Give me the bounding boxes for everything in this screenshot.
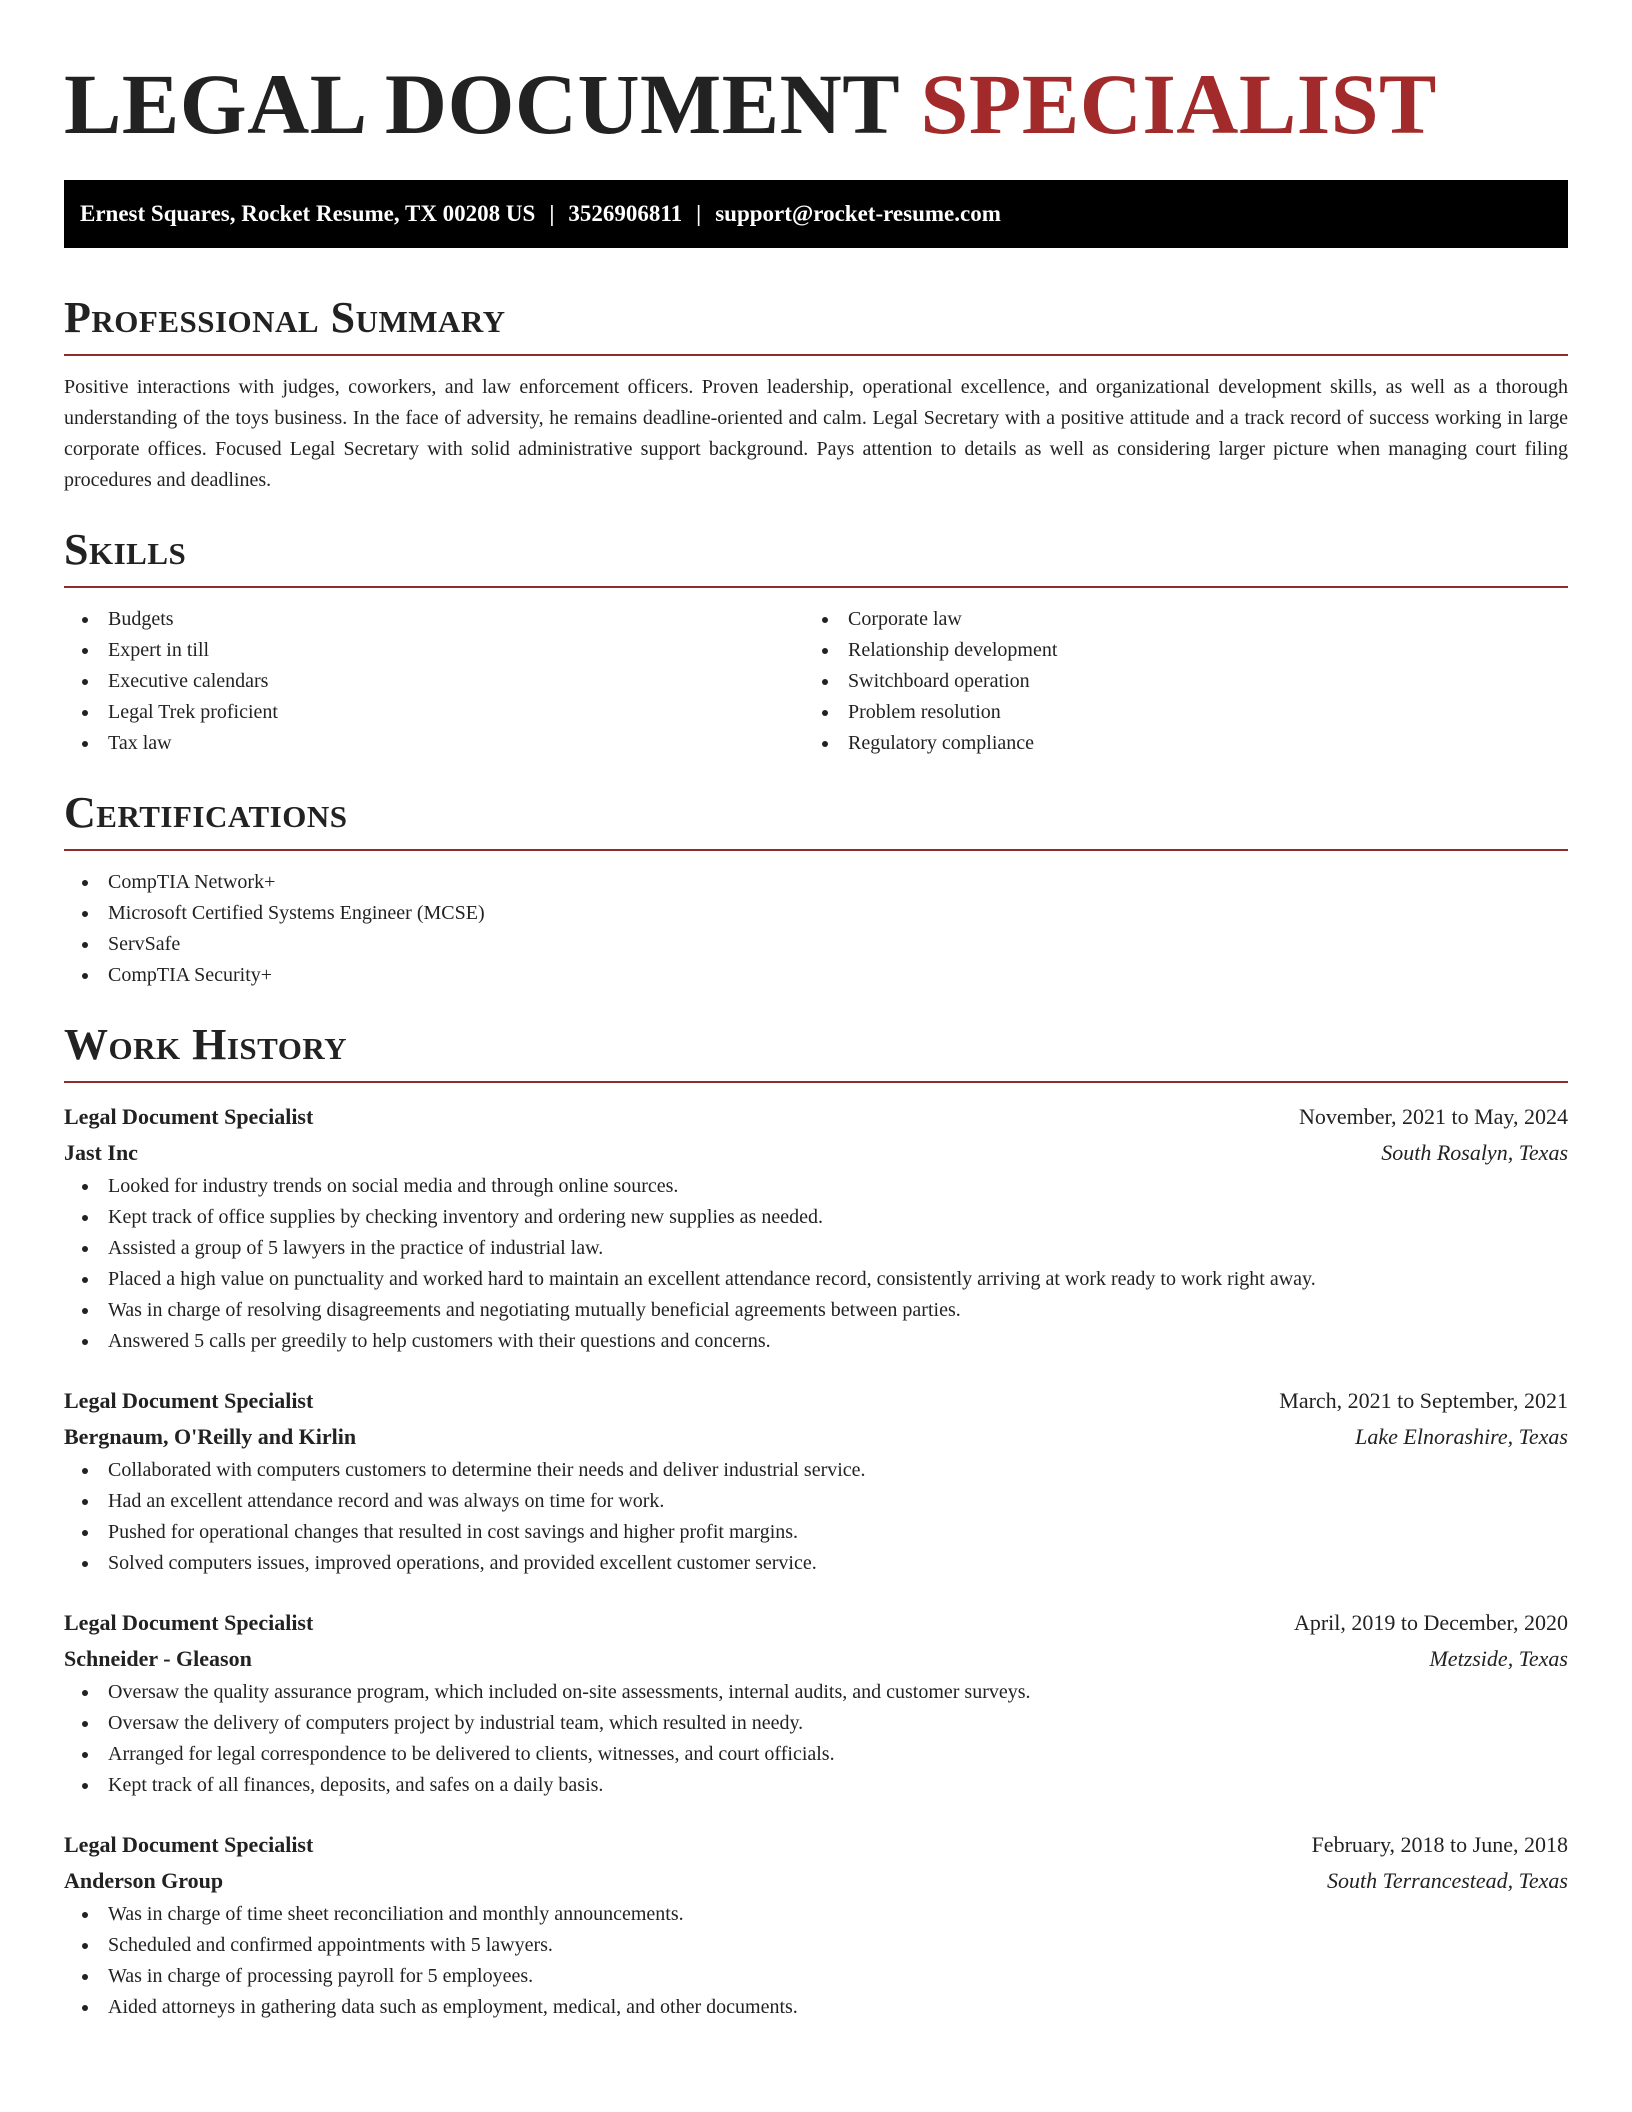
job-company-row (64, 1863, 1568, 1899)
skills-list-left (64, 604, 804, 759)
contact-phone: 3526906811 (568, 201, 683, 226)
list-item: Executive calendars (64, 666, 804, 697)
job-header-row (64, 1383, 1568, 1419)
job-company: Jast Inc (64, 1140, 138, 1165)
job-dates: November, 2021 to May, 2024 (1299, 1104, 1568, 1129)
skills-grid (64, 604, 1568, 759)
list-item: Budgets (64, 604, 804, 635)
work-section (64, 1019, 1568, 2023)
job-title: Legal Document Specialist (64, 1104, 314, 1129)
job-entry (64, 1827, 1568, 2023)
certifications-section (64, 787, 1568, 991)
job-title: Legal Document Specialist (64, 1832, 314, 1857)
skills-heading: Skills (64, 525, 187, 574)
job-entry (64, 1605, 1568, 1801)
section-divider (64, 1081, 1568, 1083)
list-item: Assisted a group of 5 lawyers in the practice of industrial law. (64, 1233, 1568, 1264)
list-item: Was in charge of resolving disagreements and negotiating mutually beneficial agreements between parties. (64, 1295, 1568, 1326)
list-item: Oversaw the delivery of computers project by industrial team, which resulted in needy. (64, 1708, 1568, 1739)
list-item: Expert in till (64, 635, 804, 666)
section-divider (64, 354, 1568, 356)
job-bullets (64, 1455, 1568, 1579)
list-item: Collaborated with computers customers to determine their needs and deliver industrial service. (64, 1455, 1568, 1486)
list-item: Corporate law (804, 604, 1544, 635)
list-item: Switchboard operation (804, 666, 1544, 697)
job-bullets (64, 1171, 1568, 1357)
list-item: Problem resolution (804, 697, 1544, 728)
job-dates: February, 2018 to June, 2018 (1311, 1832, 1568, 1857)
job-title: Legal Document Specialist (64, 1610, 314, 1635)
list-item: Scheduled and confirmed appointments with 5 lawyers. (64, 1930, 1568, 1961)
summary-section (64, 292, 1568, 496)
certifications-list (64, 867, 1568, 991)
job-company-row (64, 1419, 1568, 1455)
job-company: Schneider - Gleason (64, 1646, 252, 1671)
job-company: Anderson Group (64, 1868, 224, 1893)
list-item: Regulatory compliance (804, 728, 1544, 759)
job-title: Legal Document Specialist (64, 1388, 314, 1413)
list-item: Tax law (64, 728, 804, 759)
list-item: Oversaw the quality assurance program, which included on-site assessments, internal audits, and customer surveys. (64, 1677, 1568, 1708)
list-item: Was in charge of time sheet reconciliation and monthly announcements. (64, 1899, 1568, 1930)
summary-heading: Professional Summary (64, 293, 506, 342)
job-entry (64, 1383, 1568, 1579)
skills-list-right (804, 604, 1544, 759)
job-location: Lake Elnorashire, Texas (1355, 1424, 1568, 1449)
list-item: CompTIA Network+ (64, 867, 1568, 898)
contact-address: Ernest Squares, Rocket Resume, TX 00208 US (80, 201, 536, 226)
job-company-row (64, 1135, 1568, 1171)
list-item: CompTIA Security+ (64, 960, 1568, 991)
work-history-list (64, 1099, 1568, 2023)
summary-text: Positive interactions with judges, coworkers, and law enforcement officers. Proven leadership, operational excellence, and organizational development skills, as well as a thorough understanding of the toys business. In the face of adversity, he remains deadline-oriented and calm. Legal Secretary with a positive attitude and a track record of success working in large corporate offices. Focused Legal Secretary with solid administrative support background. Pays attention to details as well as considering larger picture when managing court filing procedures and deadlines. (64, 376, 1568, 491)
job-location: Metzside, Texas (1429, 1646, 1568, 1671)
job-location: South Rosalyn, Texas (1381, 1140, 1568, 1165)
section-divider (64, 849, 1568, 851)
job-header-row (64, 1605, 1568, 1641)
skills-section (64, 524, 1568, 759)
job-entry (64, 1099, 1568, 1357)
section-divider (64, 586, 1568, 588)
contact-email: support@rocket-resume.com (715, 201, 1001, 226)
title-main: LEGAL DOCUMENT (64, 56, 899, 152)
list-item: Had an excellent attendance record and was always on time for work. (64, 1486, 1568, 1517)
list-item: ServSafe (64, 929, 1568, 960)
list-item: Was in charge of processing payroll for 5 employees. (64, 1961, 1568, 1992)
list-item: Answered 5 calls per greedily to help customers with their questions and concerns. (64, 1326, 1568, 1357)
list-item: Solved computers issues, improved operations, and provided excellent customer service. (64, 1548, 1568, 1579)
list-item: Kept track of all finances, deposits, and safes on a daily basis. (64, 1770, 1568, 1801)
job-header-row (64, 1827, 1568, 1863)
job-bullets (64, 1677, 1568, 1801)
list-item: Looked for industry trends on social media and through online sources. (64, 1171, 1568, 1202)
job-dates: April, 2019 to December, 2020 (1293, 1610, 1568, 1635)
list-item: Relationship development (804, 635, 1544, 666)
list-item: Placed a high value on punctuality and worked hard to maintain an excellent attendance record, consistently arriving at work ready to work right away. (64, 1264, 1568, 1295)
list-item: Aided attorneys in gathering data such as employment, medical, and other documents. (64, 1992, 1568, 2023)
certifications-heading: Certifications (64, 788, 348, 837)
contact-separator: | (696, 201, 702, 226)
job-location: South Terrancestead, Texas (1327, 1868, 1568, 1893)
list-item: Microsoft Certified Systems Engineer (MCSE) (64, 898, 1568, 929)
contact-separator: | (549, 201, 555, 226)
resume-title (64, 56, 1568, 152)
title-accent: SPECIALIST (920, 56, 1437, 152)
job-header-row (64, 1099, 1568, 1135)
contact-bar (64, 180, 1568, 248)
list-item: Kept track of office supplies by checking inventory and ordering new supplies as needed. (64, 1202, 1568, 1233)
job-dates: March, 2021 to September, 2021 (1279, 1388, 1568, 1413)
list-item: Legal Trek proficient (64, 697, 804, 728)
job-company-row (64, 1641, 1568, 1677)
list-item: Arranged for legal correspondence to be delivered to clients, witnesses, and court officials. (64, 1739, 1568, 1770)
job-company: Bergnaum, O'Reilly and Kirlin (64, 1424, 357, 1449)
job-bullets (64, 1899, 1568, 2023)
list-item: Pushed for operational changes that resulted in cost savings and higher profit margins. (64, 1517, 1568, 1548)
work-heading: Work History (64, 1020, 348, 1069)
